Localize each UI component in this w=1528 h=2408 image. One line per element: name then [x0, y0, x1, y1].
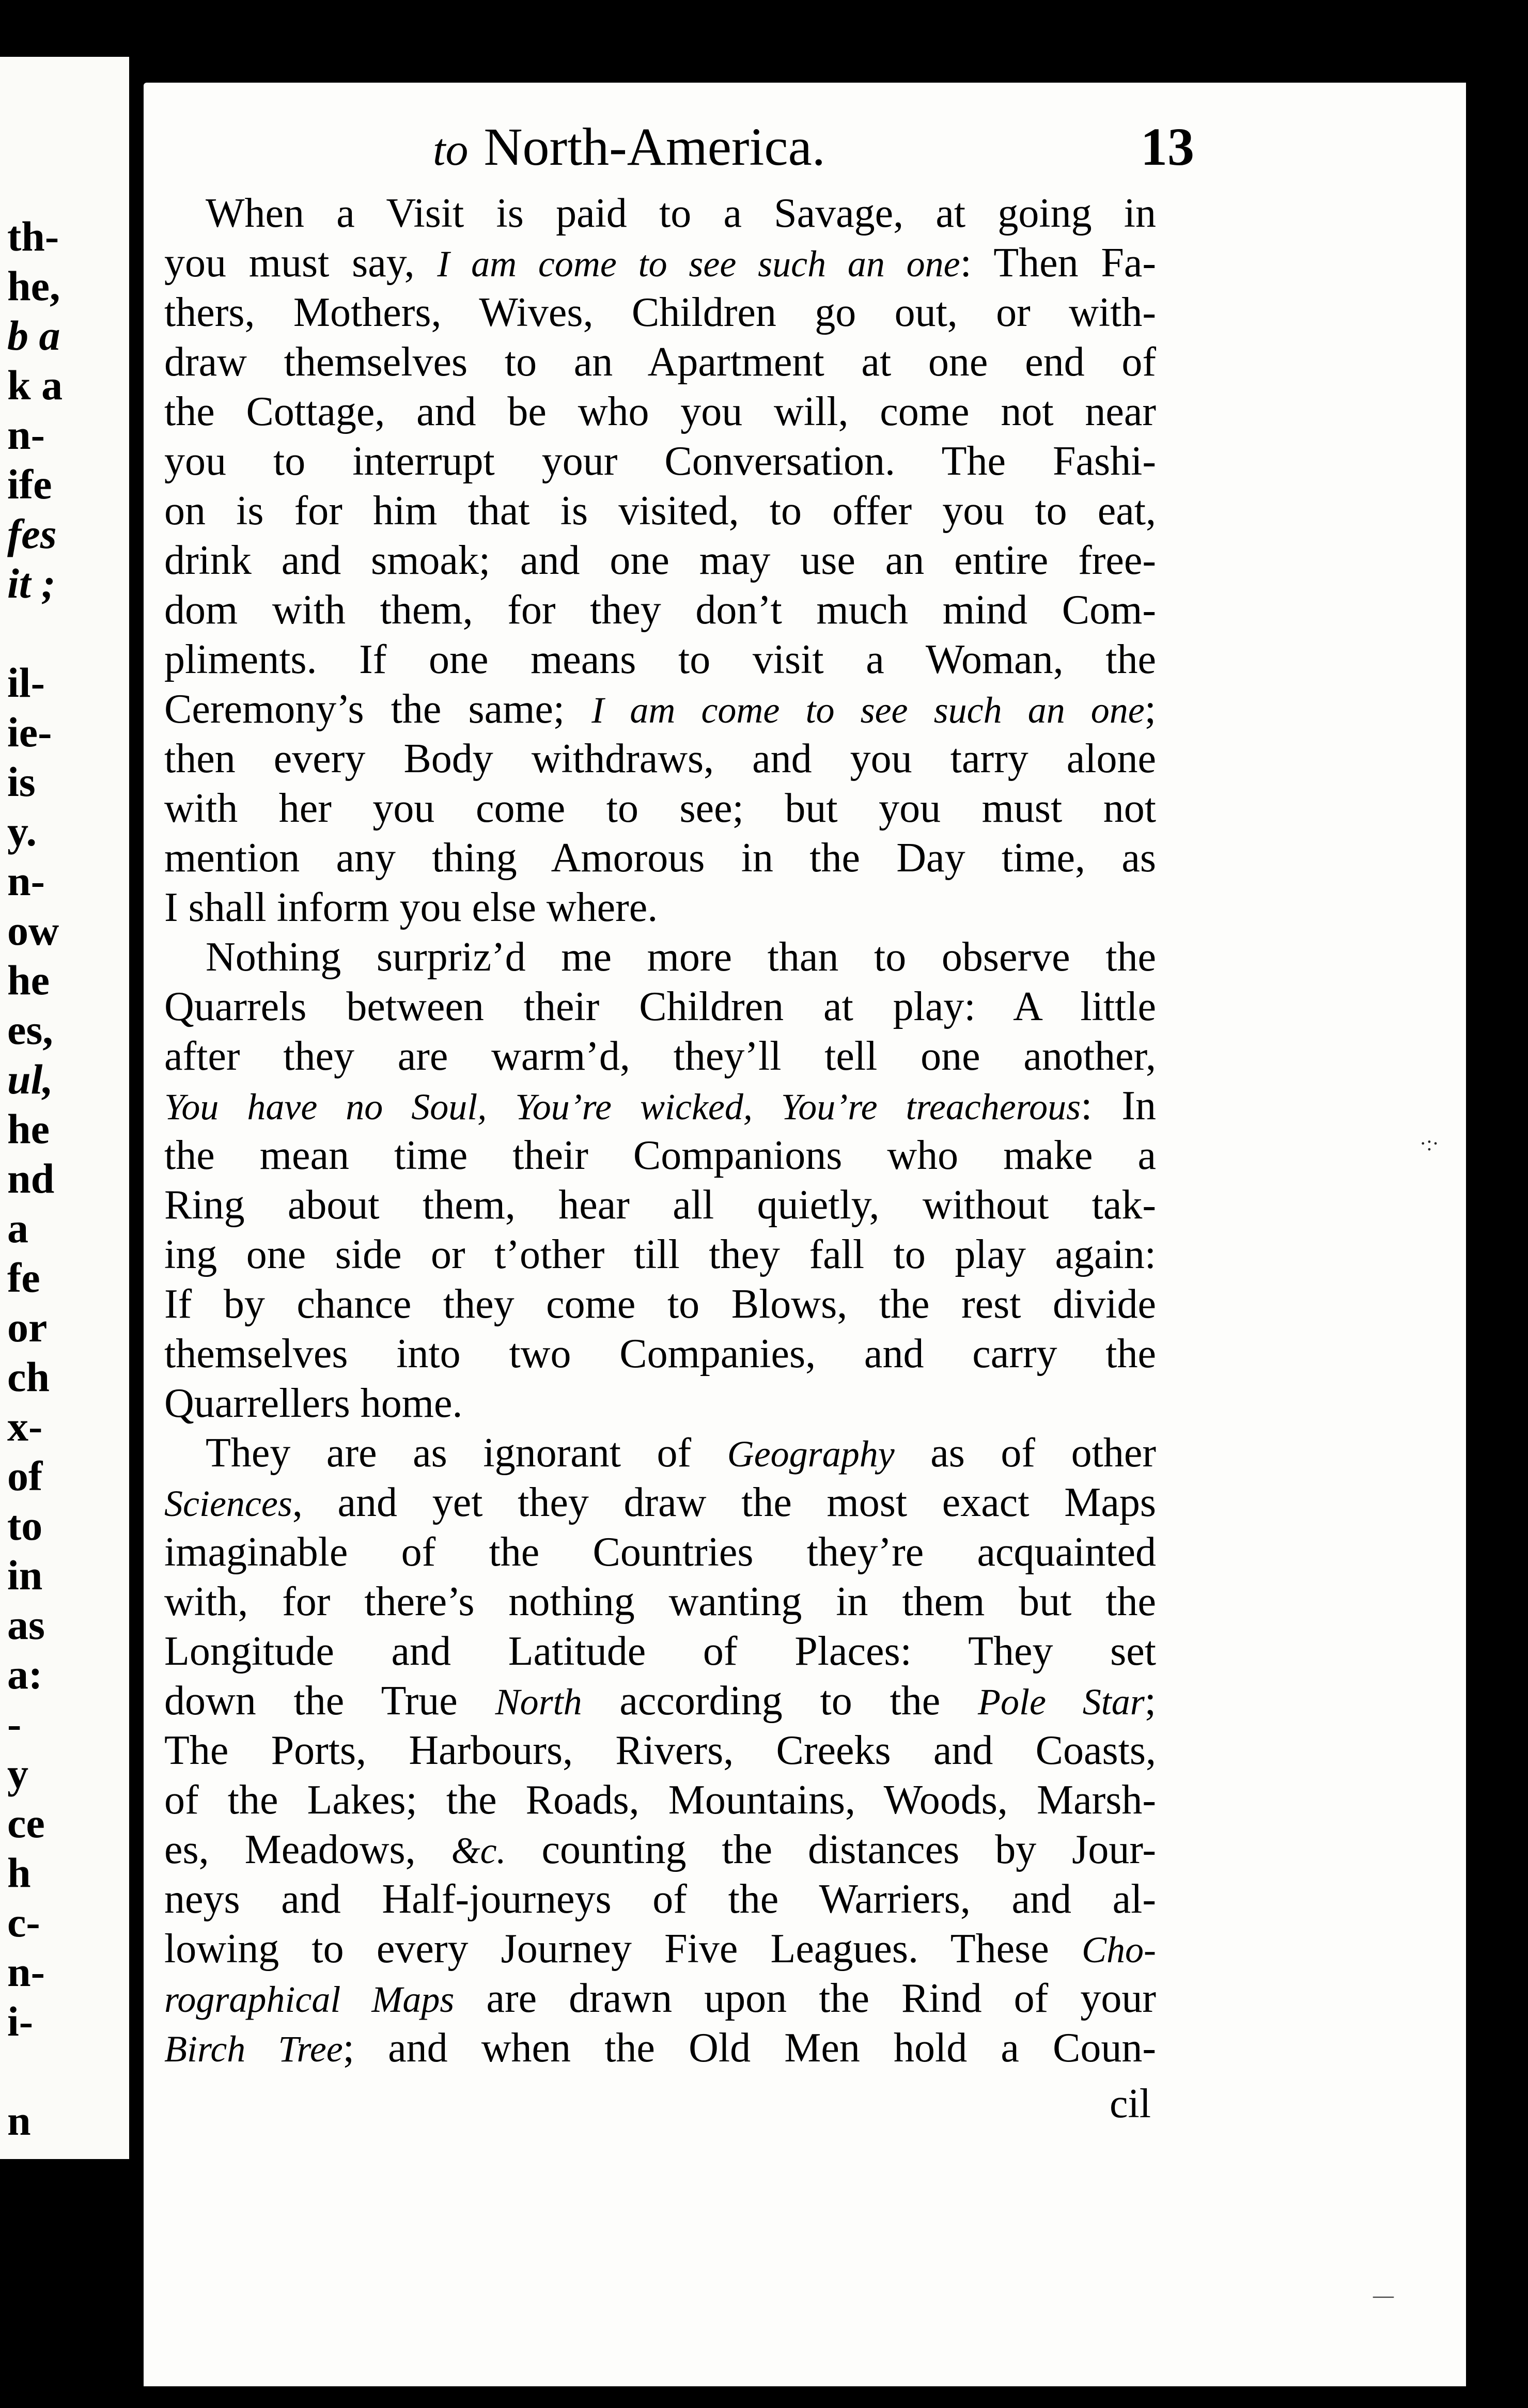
text-line [164, 337, 1156, 387]
text-segment: dom with them, for they don’t much mind Com- [164, 587, 1156, 633]
text-segment: with, for there’s nothing wanting in them but the [164, 1579, 1156, 1624]
body-text [164, 189, 1156, 2073]
text-line [164, 1726, 1156, 1775]
left-page-fragment: x- [7, 1403, 43, 1450]
left-page-fragment: c- [7, 1899, 40, 1946]
text-line [164, 585, 1156, 635]
text-segment: on is for him that is visited, to offer you to eat, [164, 488, 1156, 534]
left-page-fragment: es, [7, 1006, 53, 1053]
text-line [164, 1974, 1156, 2023]
stray-mark: — [1373, 2284, 1394, 2307]
left-page-fragment: y [7, 1750, 28, 1797]
text-segment: The Ports, Harbours, Rivers, Creeks and Coasts, [164, 1728, 1156, 1773]
text-segment: ; and when the Old Men hold a Coun- [342, 2025, 1157, 2071]
text-line [164, 1478, 1156, 1527]
left-page-fragment: il- [7, 659, 45, 706]
left-page-fragment: k a [7, 362, 63, 409]
text-segment: the mean time their Companions who make a [164, 1133, 1156, 1178]
left-page-fragment: of [7, 1452, 43, 1499]
left-page-fragment: in [7, 1552, 43, 1599]
text-segment: Nothing surpriz’d me more than to observe the [206, 934, 1156, 980]
text-segment: Quarrels between their Children at play: A little [164, 984, 1156, 1029]
text-line [164, 536, 1156, 585]
left-page-fragment: - [7, 1700, 22, 1747]
text-segment: according to the [582, 1678, 978, 1724]
left-page-fragment: n- [7, 411, 45, 458]
text-segment: Ceremony’s the same; [164, 686, 592, 732]
left-page-text [0, 212, 129, 2146]
text-segment: neys and Half-journeys of the Warriers, and al- [164, 1877, 1156, 1922]
text-segment: after they are warm’d, they’ll tell one another, [164, 1034, 1156, 1079]
text-line [164, 1031, 1156, 1081]
left-page-fragment: ie- [7, 709, 52, 756]
left-page-fragment: to [7, 1502, 43, 1549]
text-line [164, 684, 1156, 734]
left-page-fragment [0, 608, 129, 658]
text-segment: , and yet they draw the most exact Maps [292, 1480, 1156, 1525]
left-page-fragment: he [7, 1105, 50, 1152]
text-segment: drink and smoak; and one may use an entire free- [164, 538, 1156, 583]
left-page-fragment: i- [7, 1998, 34, 2045]
text-line [164, 1924, 1156, 1974]
stray-mark: ·:· [1420, 1132, 1439, 1155]
text-line [164, 1676, 1156, 1726]
text-line [164, 1180, 1156, 1230]
text-segment: the Cottage, and be who you will, come not near [164, 389, 1156, 434]
text-segment: you must say, [164, 240, 438, 286]
text-line [164, 982, 1156, 1031]
text-line [164, 1279, 1156, 1329]
text-segment: They are as ignorant of [206, 1430, 727, 1476]
left-page-fragment: n- [7, 1948, 45, 1995]
left-page-fragment: y. [7, 808, 37, 855]
text-segment: ; [1144, 1678, 1156, 1724]
italic-text: Geography [727, 1433, 895, 1475]
text-segment: you to interrupt your Conversation. The Fashi- [164, 439, 1156, 484]
left-page-fragment: a [7, 1205, 28, 1252]
text-segment: themselves into two Companies, and carry the [164, 1331, 1156, 1377]
text-segment: es, Meadows, [164, 1827, 451, 1872]
italic-text: &c. [451, 1830, 506, 1871]
text-line [164, 883, 1156, 932]
left-page-fragment: a: [7, 1651, 43, 1698]
text-segment: Quarrellers home. [164, 1381, 463, 1426]
text-segment: counting the distances by Jour- [506, 1827, 1156, 1872]
text-segment: with her you come to see; but you must not [164, 786, 1156, 831]
text-line [164, 1527, 1156, 1577]
italic-text: Sciences [164, 1483, 292, 1524]
text-segment: pliments. If one means to visit a Woman, the [164, 637, 1156, 682]
text-segment: : In [1081, 1083, 1156, 1129]
text-segment: imaginable of the Countries they’re acquainted [164, 1529, 1156, 1575]
text-line [164, 2023, 1156, 2073]
text-line [164, 1874, 1156, 1924]
left-page-fragment: ce [7, 1800, 45, 1847]
text-line [164, 1081, 1156, 1131]
text-segment: When a Visit is paid to a Savage, at going in [206, 191, 1156, 236]
left-page-fragment: th- [7, 213, 59, 260]
text-segment: mention any thing Amorous in the Day time, as [164, 835, 1156, 881]
text-segment: as of other [894, 1430, 1156, 1476]
running-head-title: North-America. [484, 117, 825, 177]
left-page-fragment: ow [7, 907, 59, 954]
text-line [164, 784, 1156, 833]
page-gutter [129, 0, 144, 2408]
text-line [164, 1577, 1156, 1627]
running-head [433, 114, 825, 184]
text-line [164, 1627, 1156, 1676]
left-page-fragment: he [7, 957, 50, 1004]
left-page-fragment: or [7, 1304, 48, 1351]
text-line [164, 1379, 1156, 1428]
left-page-fragment: n- [7, 857, 45, 904]
text-segment: then every Body withdraws, and you tarry alone [164, 736, 1156, 781]
left-page-strip [0, 57, 129, 2159]
text-line [164, 635, 1156, 684]
left-page-fragment: n [7, 2097, 31, 2144]
left-page-fragment: fe [7, 1254, 40, 1301]
text-segment: Longitude and Latitude of Places: They set [164, 1629, 1156, 1674]
left-page-fragment: b a [7, 312, 60, 359]
left-page-fragment: ch [7, 1353, 50, 1400]
left-page-fragment [0, 2046, 129, 2096]
text-segment: down the True [164, 1678, 495, 1724]
text-line [164, 1131, 1156, 1180]
italic-text: Pole Star [978, 1681, 1145, 1723]
running-head-prefix: to [433, 125, 469, 175]
left-page-fragment: fes [7, 510, 57, 557]
text-segment: ; [1144, 686, 1156, 732]
text-segment: ing one side or t’other till they fall to play again: [164, 1232, 1156, 1277]
text-line [164, 1230, 1156, 1279]
italic-text: I am come to see such an one [437, 243, 960, 285]
left-page-fragment: ife [7, 461, 52, 508]
text-line [164, 1825, 1156, 1874]
italic-text: North [495, 1681, 582, 1723]
page-number: 13 [1141, 117, 1194, 177]
page-header [144, 103, 1466, 181]
italic-text: Birch Tree [164, 2028, 343, 2070]
text-line [164, 734, 1156, 784]
text-segment: of the Lakes; the Roads, Mountains, Woods, Marsh- [164, 1777, 1156, 1823]
text-segment: Ring about them, hear all quietly, without tak- [164, 1182, 1156, 1228]
text-segment: lowing to every Journey Five Leagues. These [164, 1926, 1082, 1972]
text-line [164, 288, 1156, 337]
italic-text: You have no Soul, You’re wicked, You’re treacherous [164, 1086, 1081, 1128]
text-line [164, 1329, 1156, 1379]
text-segment: If by chance they come to Blows, the rest divide [164, 1281, 1156, 1327]
text-line [164, 1775, 1156, 1825]
left-page-fragment: it ; [7, 560, 56, 607]
text-line [164, 238, 1156, 288]
left-page-fragment: nd [7, 1155, 55, 1202]
left-page-fragment: h [7, 1849, 31, 1896]
left-page-fragment: ul, [7, 1056, 53, 1103]
text-line [164, 436, 1156, 486]
left-page-fragment: as [7, 1601, 45, 1648]
italic-text: rographical Maps [164, 1979, 455, 2020]
text-line [164, 932, 1156, 982]
left-page-fragment: he, [7, 262, 60, 309]
text-segment: are drawn upon the Rind of your [454, 1976, 1156, 2021]
book-page [144, 83, 1466, 2386]
text-line [164, 486, 1156, 536]
text-line [164, 189, 1156, 238]
catchword: cil [1110, 2081, 1151, 2126]
text-segment: thers, Mothers, Wives, Children go out, or with- [164, 290, 1156, 335]
text-line [164, 387, 1156, 436]
left-page-fragment: is [7, 758, 36, 805]
text-line [164, 1428, 1156, 1478]
italic-text: Cho- [1082, 1929, 1156, 1971]
text-segment: : Then Fa- [960, 240, 1157, 286]
italic-text: I am come to see such an one [591, 690, 1145, 731]
text-segment: I shall inform you else where. [164, 885, 658, 930]
text-segment: draw themselves to an Apartment at one end of [164, 339, 1156, 385]
text-line [164, 833, 1156, 883]
